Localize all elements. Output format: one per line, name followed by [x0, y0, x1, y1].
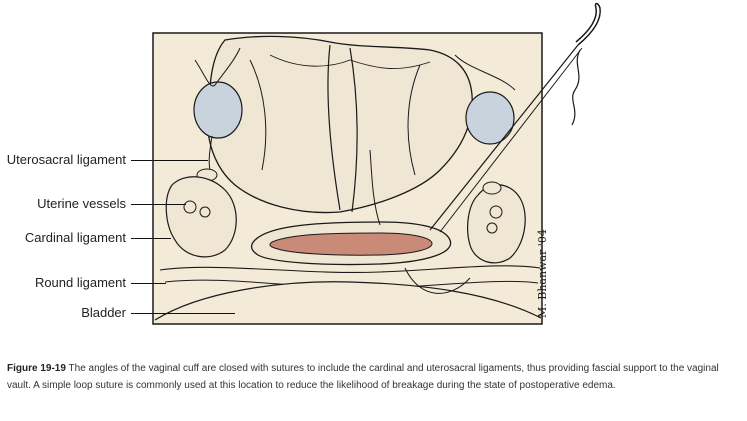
leader-round	[131, 283, 166, 284]
right-ovary	[466, 92, 514, 144]
artist-signature: M. Bhanwar '04	[536, 229, 549, 318]
figure-caption	[7, 360, 743, 394]
label-cardinal-ligament: Cardinal ligament	[24, 230, 126, 245]
left-vessel-2	[200, 207, 210, 217]
caption-text: The angles of the vaginal cuff are closed with sutures to include the cardinal and uterosacral ligaments, thus providing fascial support to the vaginal vault. A simple loop suture is commonly used at this location to reduce the likelihood of breakage during the state of postoperative edema.	[7, 363, 719, 391]
label-round-ligament: Round ligament	[34, 275, 126, 290]
leader-uterosacral	[131, 160, 208, 161]
figure-number: Figure 19-19	[7, 363, 66, 374]
needle-icon	[576, 4, 600, 46]
left-ovary	[194, 82, 242, 138]
label-uterosacral-ligament: Uterosacral ligament	[6, 152, 126, 167]
label-uterine-vessels: Uterine vessels	[37, 196, 126, 211]
leader-cardinal	[131, 238, 171, 239]
right-vessel-2	[487, 223, 497, 233]
label-bladder: Bladder	[81, 305, 126, 320]
right-vessel-1	[490, 206, 502, 218]
leader-bladder	[131, 313, 235, 314]
thread-tail	[572, 50, 580, 125]
leader-uterine-vessels	[131, 204, 186, 205]
right-uterosacral-stump	[483, 182, 501, 194]
left-vessel-1	[184, 201, 196, 213]
right-pedicle	[468, 185, 526, 263]
vaginal-cuff-inner	[270, 233, 432, 255]
